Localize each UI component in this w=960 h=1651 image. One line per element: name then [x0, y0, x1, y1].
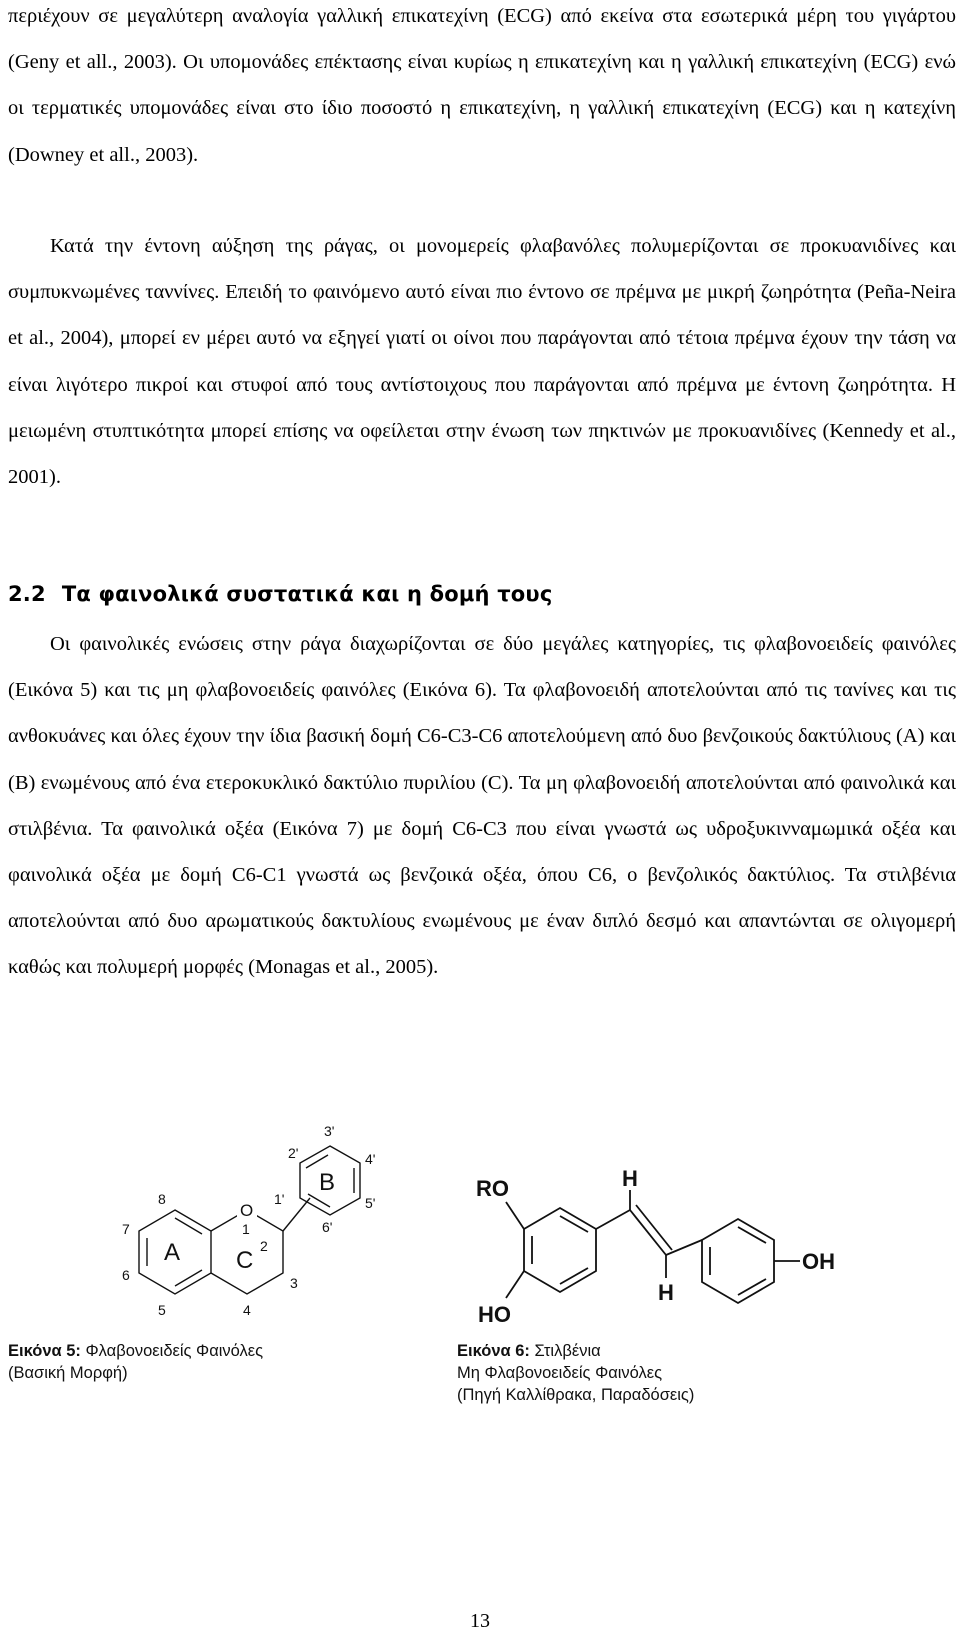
left-benzene-ring [524, 1208, 596, 1292]
figure5-caption [8, 1340, 428, 1384]
position-8-label: 8 [158, 1191, 166, 1207]
position-3-label: 3 [290, 1275, 298, 1291]
figure6-caption-title: Στιλβένια [534, 1342, 601, 1360]
figure6-caption-source: (Πηγή Καλλίθρακα, Παραδόσεις) [457, 1386, 695, 1404]
vinyl-h-top-label: H [622, 1166, 638, 1191]
position-2p-label: 2' [288, 1145, 299, 1161]
paragraph-phenolic-classes: Οι φαινολικές ενώσεις στην ράγα διαχωρίζονται σε δύο μεγάλες κατηγορίες, τις φλαβονοειδείς φαινόλες (Εικόνα 5) και τις μη φλαβονοειδείς φαινόλες (Εικόνα 6). Τα φλαβονοειδή αποτελούνται από τις τανίνες και τις ανθοκυάνες και όλες έχουν την ίδια βασική δομή C6-C3-C6 αποτελούμενη από δυο βενζοικούς δακτύλιους (A) και (B) ενωμένους από ένα ετεροκυκλικό δακτύλιο πυριλίου (C). Τα μη φλαβονοειδή αποτελούνται από φαινολικά και στιλβένια. Τα φαινολικά οξέα (Εικόνα 7) με δομή C6-C3 που είναι γνωστά ως υδροξυκινναμωμικά οξέα και φαινολικά οξέα με δομή C6-C1 γνωστά ως βενζοικά οξέα, όπου C6, ο βενζολικός δακτύλιος. Τα στιλβένια αποτελούνται από δυο αρωματικούς δακτυλίους ενωμένους με έναν διπλό δεσμό και απαντώνται σε ολιγομερή καθώς και πολυμερή μορφές (Monagas et al., 2005). [8, 633, 956, 979]
position-5-label: 5 [158, 1302, 166, 1318]
position-5p-label: 5' [365, 1195, 376, 1211]
figure6-caption-subtitle: Μη Φλαβονοειδείς Φαινόλες [457, 1364, 663, 1382]
section-number: 2.2 [8, 582, 46, 606]
position-4-label: 4 [243, 1302, 251, 1318]
position-6-label: 6 [122, 1267, 130, 1283]
position-3p-label: 3' [324, 1123, 335, 1139]
ring-c-label: C [236, 1247, 254, 1274]
position-1p-label: 1' [274, 1191, 285, 1207]
paragraph-proanthocyanidins: Κατά την έντονη αύξηση της ράγας, οι μονομερείς φλαβανόλες πολυμερίζονται σε προκυανιδίνες και συμπυκνωμένες ταννίνες. Επειδή το φαινόμενο αυτό είναι πιο έντονο σε πρέμνα με μικρή ζωηρότητα (Peña-Neira et al., 2004), μπορεί εν μέρει αυτό να εξηγεί γιατί οι οίνοι που παράγονται από τέτοια πρέμνα έχουν την τάση να είναι λιγότερο πικροί και στυφοί από τους αντίστοιχους που παράγονται από πρέμνα με έντονη ζωηρότητα. Η μειωμένη στυπτικότητα μπορεί επίσης να οφείλεται στην ένωση των πηκτινών με προκυανιδίνες (Kennedy et al., 2001). [8, 235, 956, 489]
figure5-caption-title: Φλαβονοειδείς Φαινόλες [85, 1342, 264, 1360]
ring-b-label: B [319, 1169, 336, 1196]
figure5-caption-subtitle: (Βασική Μορφή) [8, 1364, 128, 1382]
figure6-caption-label: Εικόνα 6: [457, 1342, 530, 1360]
ro-group-label: RO [476, 1176, 509, 1201]
position-2-label: 2 [260, 1238, 268, 1254]
position-7-label: 7 [122, 1221, 130, 1237]
section-heading [8, 582, 552, 606]
figure5-caption-label: Εικόνα 5: [8, 1342, 81, 1360]
oh-group-label: OH [802, 1249, 835, 1274]
oxygen-atom-label: O [240, 1201, 254, 1220]
page-number: 13 [470, 1610, 490, 1632]
stilbene-structure-figure [470, 1150, 890, 1340]
right-benzene-ring [702, 1219, 774, 1303]
flavonoid-structure-figure [60, 1108, 400, 1334]
figure6-caption [457, 1340, 897, 1406]
ho-group-label: HO [478, 1302, 511, 1327]
ring-a-label: A [164, 1239, 181, 1266]
vinyl-h-bottom-label: H [658, 1280, 674, 1305]
position-1-label: 1 [242, 1221, 250, 1237]
section-title: Τα φαινολικά συστατικά και η δομή τους [61, 582, 553, 606]
paragraph-geny-downey: περιέχουν σε μεγαλύτερη αναλογία γαλλική επικατεχίνη (ECG) από εκείνα στα εσωτερικά μέρη του γιγάρτου (Geny et all., 2003). Οι υπομονάδες επέκτασης είναι κυρίως η επικατεχίνη και η γαλλική επικατεχίνη (ECG) ενώ οι τερματικές υπομονάδες είναι στο ίδιο ποσοστό η επικατεχίνη, η γαλλική επικατεχίνη (ECG) και η κατεχίνη (Downey et all., 2003). [8, 5, 956, 166]
position-6p-label: 6' [322, 1219, 333, 1235]
position-4p-label: 4' [365, 1151, 376, 1167]
